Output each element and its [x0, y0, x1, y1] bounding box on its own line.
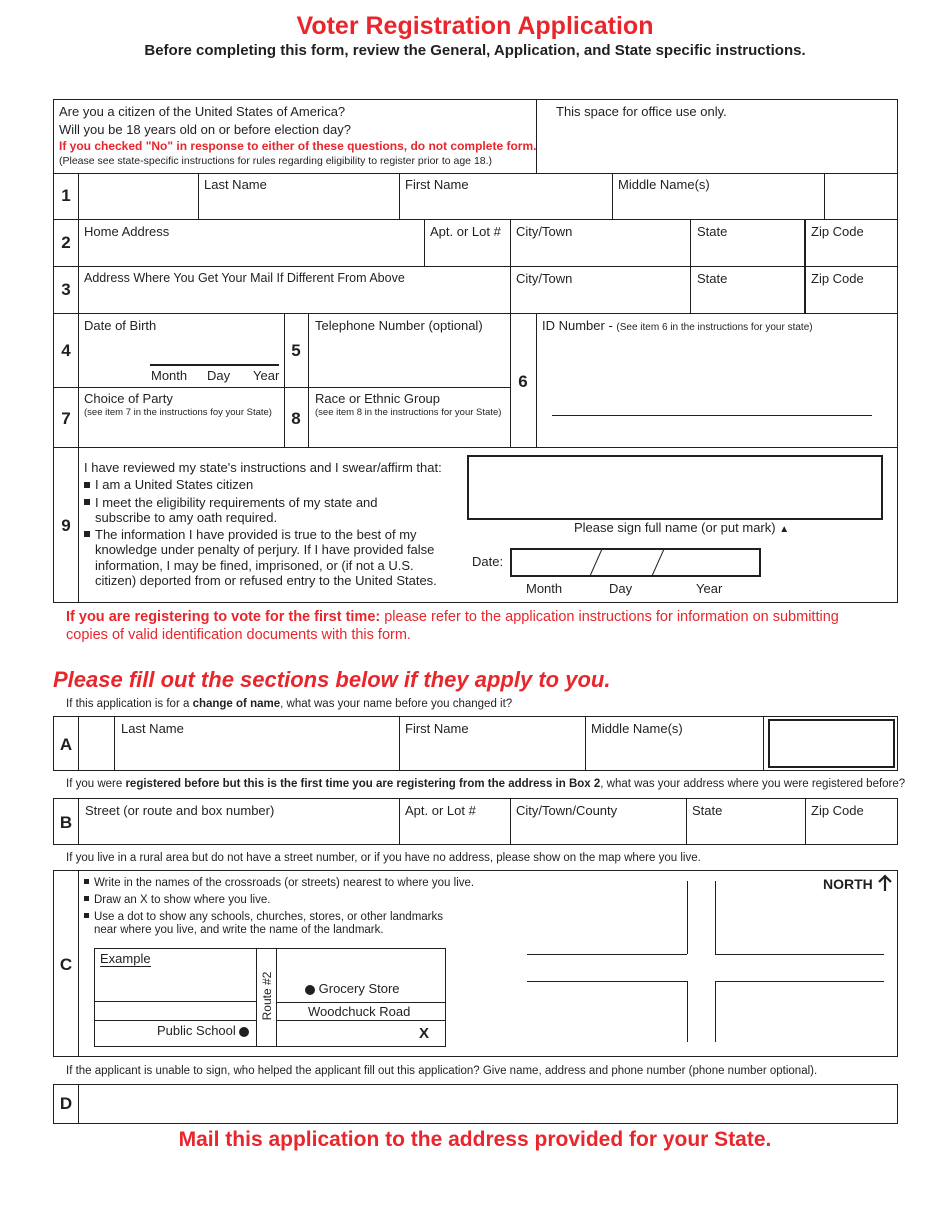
middle-name-field[interactable]: Middle Name(s): [618, 177, 710, 192]
party-note: (see item 7 in the instructions foy your State): [84, 407, 272, 418]
zip-code-field[interactable]: Zip Code: [811, 224, 864, 239]
home-address-field[interactable]: Home Address: [84, 224, 170, 239]
previous-suffix-box[interactable]: [768, 719, 895, 768]
mail-city-town-field[interactable]: City/Town: [516, 271, 573, 286]
sign-year-label: Year: [696, 581, 723, 596]
section-b-letter: B: [59, 813, 73, 832]
id-number-field[interactable]: [542, 318, 813, 333]
previous-middle-name-field[interactable]: Middle Name(s): [591, 721, 683, 736]
landmark-dot-icon: [305, 985, 315, 995]
row-number-2: 2: [61, 233, 71, 252]
office-use-label: This space for office use only.: [556, 104, 727, 119]
map-instruction-landmarks: Use a dot to show any schools, churches, stores, or other landmarks: [84, 911, 474, 924]
sign-day-label: Day: [609, 581, 633, 596]
eligibility-note: (Please see state-specific instructions for rules regarding eligibility to register prior to age 18.): [59, 155, 493, 167]
previous-city-field[interactable]: City/Town/County: [516, 803, 618, 818]
dob-year-label: Year: [253, 368, 280, 383]
previous-street-field[interactable]: Street (or route and box number): [85, 803, 275, 818]
id-number-note: (See item 6 in the instructions for your state): [616, 322, 813, 333]
date-slashes: [588, 549, 668, 577]
landmark-dot-icon: [239, 1027, 249, 1037]
oath-intro: I have reviewed my state's instructions and I swear/affirm that:: [84, 460, 442, 475]
dob-month-label: Month: [151, 368, 188, 383]
first-time-note: If you are registering to vote for the first time: please refer to the application instructions for information on submitting: [66, 609, 839, 625]
apt-lot-field[interactable]: Apt. or Lot #: [430, 224, 501, 239]
choice-of-party-field[interactable]: Choice of Party: [84, 391, 173, 406]
eligibility-warning: If you checked "No" in response to either of these questions, do not complete form.: [59, 139, 537, 153]
north-indicator: NORTH: [823, 874, 893, 892]
signature-label: Please sign full name (or put mark) ▲: [574, 520, 790, 535]
map-instructions: Write in the names of the crossroads (or streets) nearest to where you live. Draw an X to show where you live. Use a dot to show any schools, churches, stores, or other landmarks near where you live, and write the name of the landmark.: [84, 877, 474, 937]
map-instruction-crossroads: Write in the names of the crossroads (or streets) nearest to where you live.: [84, 877, 474, 890]
section-d-intro: If the applicant is unable to sign, who helped the applicant fill out this application? Give name, address and phone number (phone number optional).: [66, 1065, 818, 1077]
section-a-letter: A: [59, 735, 73, 754]
mail-instruction-footer: Mail this application to the address provided for your State.: [178, 1128, 772, 1151]
age-question: Will you be 18 years old on or before election day?: [59, 122, 351, 137]
row-number-6: 6: [518, 372, 528, 391]
section-b-intro: If you were registered before but this is the first time you are registering from the address in Box 2, what was your address where you were registered before?: [66, 778, 906, 790]
previous-first-name-field[interactable]: First Name: [405, 721, 469, 736]
oath-item-eligibility: I meet the eligibility requirements of my state and: [84, 495, 437, 511]
example-x-mark: X: [419, 1025, 430, 1042]
first-time-note-line2: copies of valid identification documents with this form.: [66, 627, 411, 643]
race-ethnic-field[interactable]: Race or Ethnic Group: [315, 391, 441, 406]
telephone-field[interactable]: Telephone Number (optional): [315, 318, 483, 333]
row-number-8: 8: [291, 409, 301, 428]
north-arrow-icon: [877, 874, 893, 892]
route-label: Route #2: [260, 971, 274, 1021]
section-d-letter: D: [59, 1094, 73, 1113]
row-number-7: 7: [61, 409, 71, 428]
id-number-label: ID Number -: [542, 318, 617, 333]
citizen-question: Are you a citizen of the United States of America?: [59, 104, 346, 119]
mail-address-field[interactable]: Address Where You Get Your Mail If Different From Above: [84, 271, 405, 285]
page-title: Voter Registration Application: [296, 12, 654, 40]
state-field[interactable]: State: [697, 224, 728, 239]
mail-zip-code-field[interactable]: Zip Code: [811, 271, 864, 286]
section-c-intro: If you live in a rural area but do not have a street number, or if you have no address, please show on the map where you live.: [66, 852, 701, 864]
row-number-5: 5: [291, 341, 301, 360]
first-name-field[interactable]: First Name: [405, 177, 469, 192]
row-number-9: 9: [61, 516, 71, 535]
dob-day-label: Day: [207, 368, 231, 383]
signature-box[interactable]: [467, 455, 883, 520]
previous-zip-field[interactable]: Zip Code: [811, 803, 864, 818]
public-school-landmark: Public School: [157, 1023, 249, 1038]
sign-month-label: Month: [526, 581, 563, 596]
row-number-4: 4: [61, 341, 71, 360]
city-town-field[interactable]: City/Town: [516, 224, 573, 239]
oath-item-perjury: The information I have provided is true to the best of my: [84, 527, 437, 543]
section-d-box[interactable]: [53, 1084, 898, 1124]
mail-state-field[interactable]: State: [697, 271, 728, 286]
section-c-letter: C: [59, 955, 73, 974]
date-of-birth-field[interactable]: Date of Birth: [84, 318, 157, 333]
row-number-3: 3: [61, 280, 71, 299]
section-a-intro: If this application is for a change of name, what was your name before you changed it?: [66, 698, 513, 710]
map-instruction-x: Draw an X to show where you live.: [84, 894, 474, 907]
previous-apt-field[interactable]: Apt. or Lot #: [405, 803, 476, 818]
row-number-1: 1: [61, 186, 71, 205]
map-drawing-area[interactable]: [520, 875, 890, 1050]
grocery-store-landmark: Grocery Store: [305, 981, 400, 996]
arrow-up-triangle-icon: ▲: [779, 524, 790, 535]
oath-item-citizen: I am a United States citizen: [84, 477, 437, 493]
woodchuck-road-label: Woodchuck Road: [308, 1004, 411, 1019]
sections-heading: Please fill out the sections below if they apply to you.: [53, 667, 611, 692]
last-name-field[interactable]: Last Name: [204, 177, 267, 192]
previous-last-name-field[interactable]: Last Name: [121, 721, 184, 736]
previous-state-field[interactable]: State: [692, 803, 723, 818]
oath-list: I am a United States citizen I meet the eligibility requirements of my state and subscribe to amy oath required. The information I have provided is true to the best of my knowledge under penalty of perjury. If I have provided false information, I may be fined, imprisoned, or (if not a U.S. citizen) deported from or refused entry to the United States.: [84, 477, 437, 589]
date-label: Date:: [472, 554, 504, 569]
page-subtitle: Before completing this form, review the General, Application, and State specific instructions.: [144, 42, 806, 59]
race-note: (see item 8 in the instructions for your State): [315, 407, 502, 418]
example-label: Example: [100, 951, 151, 966]
